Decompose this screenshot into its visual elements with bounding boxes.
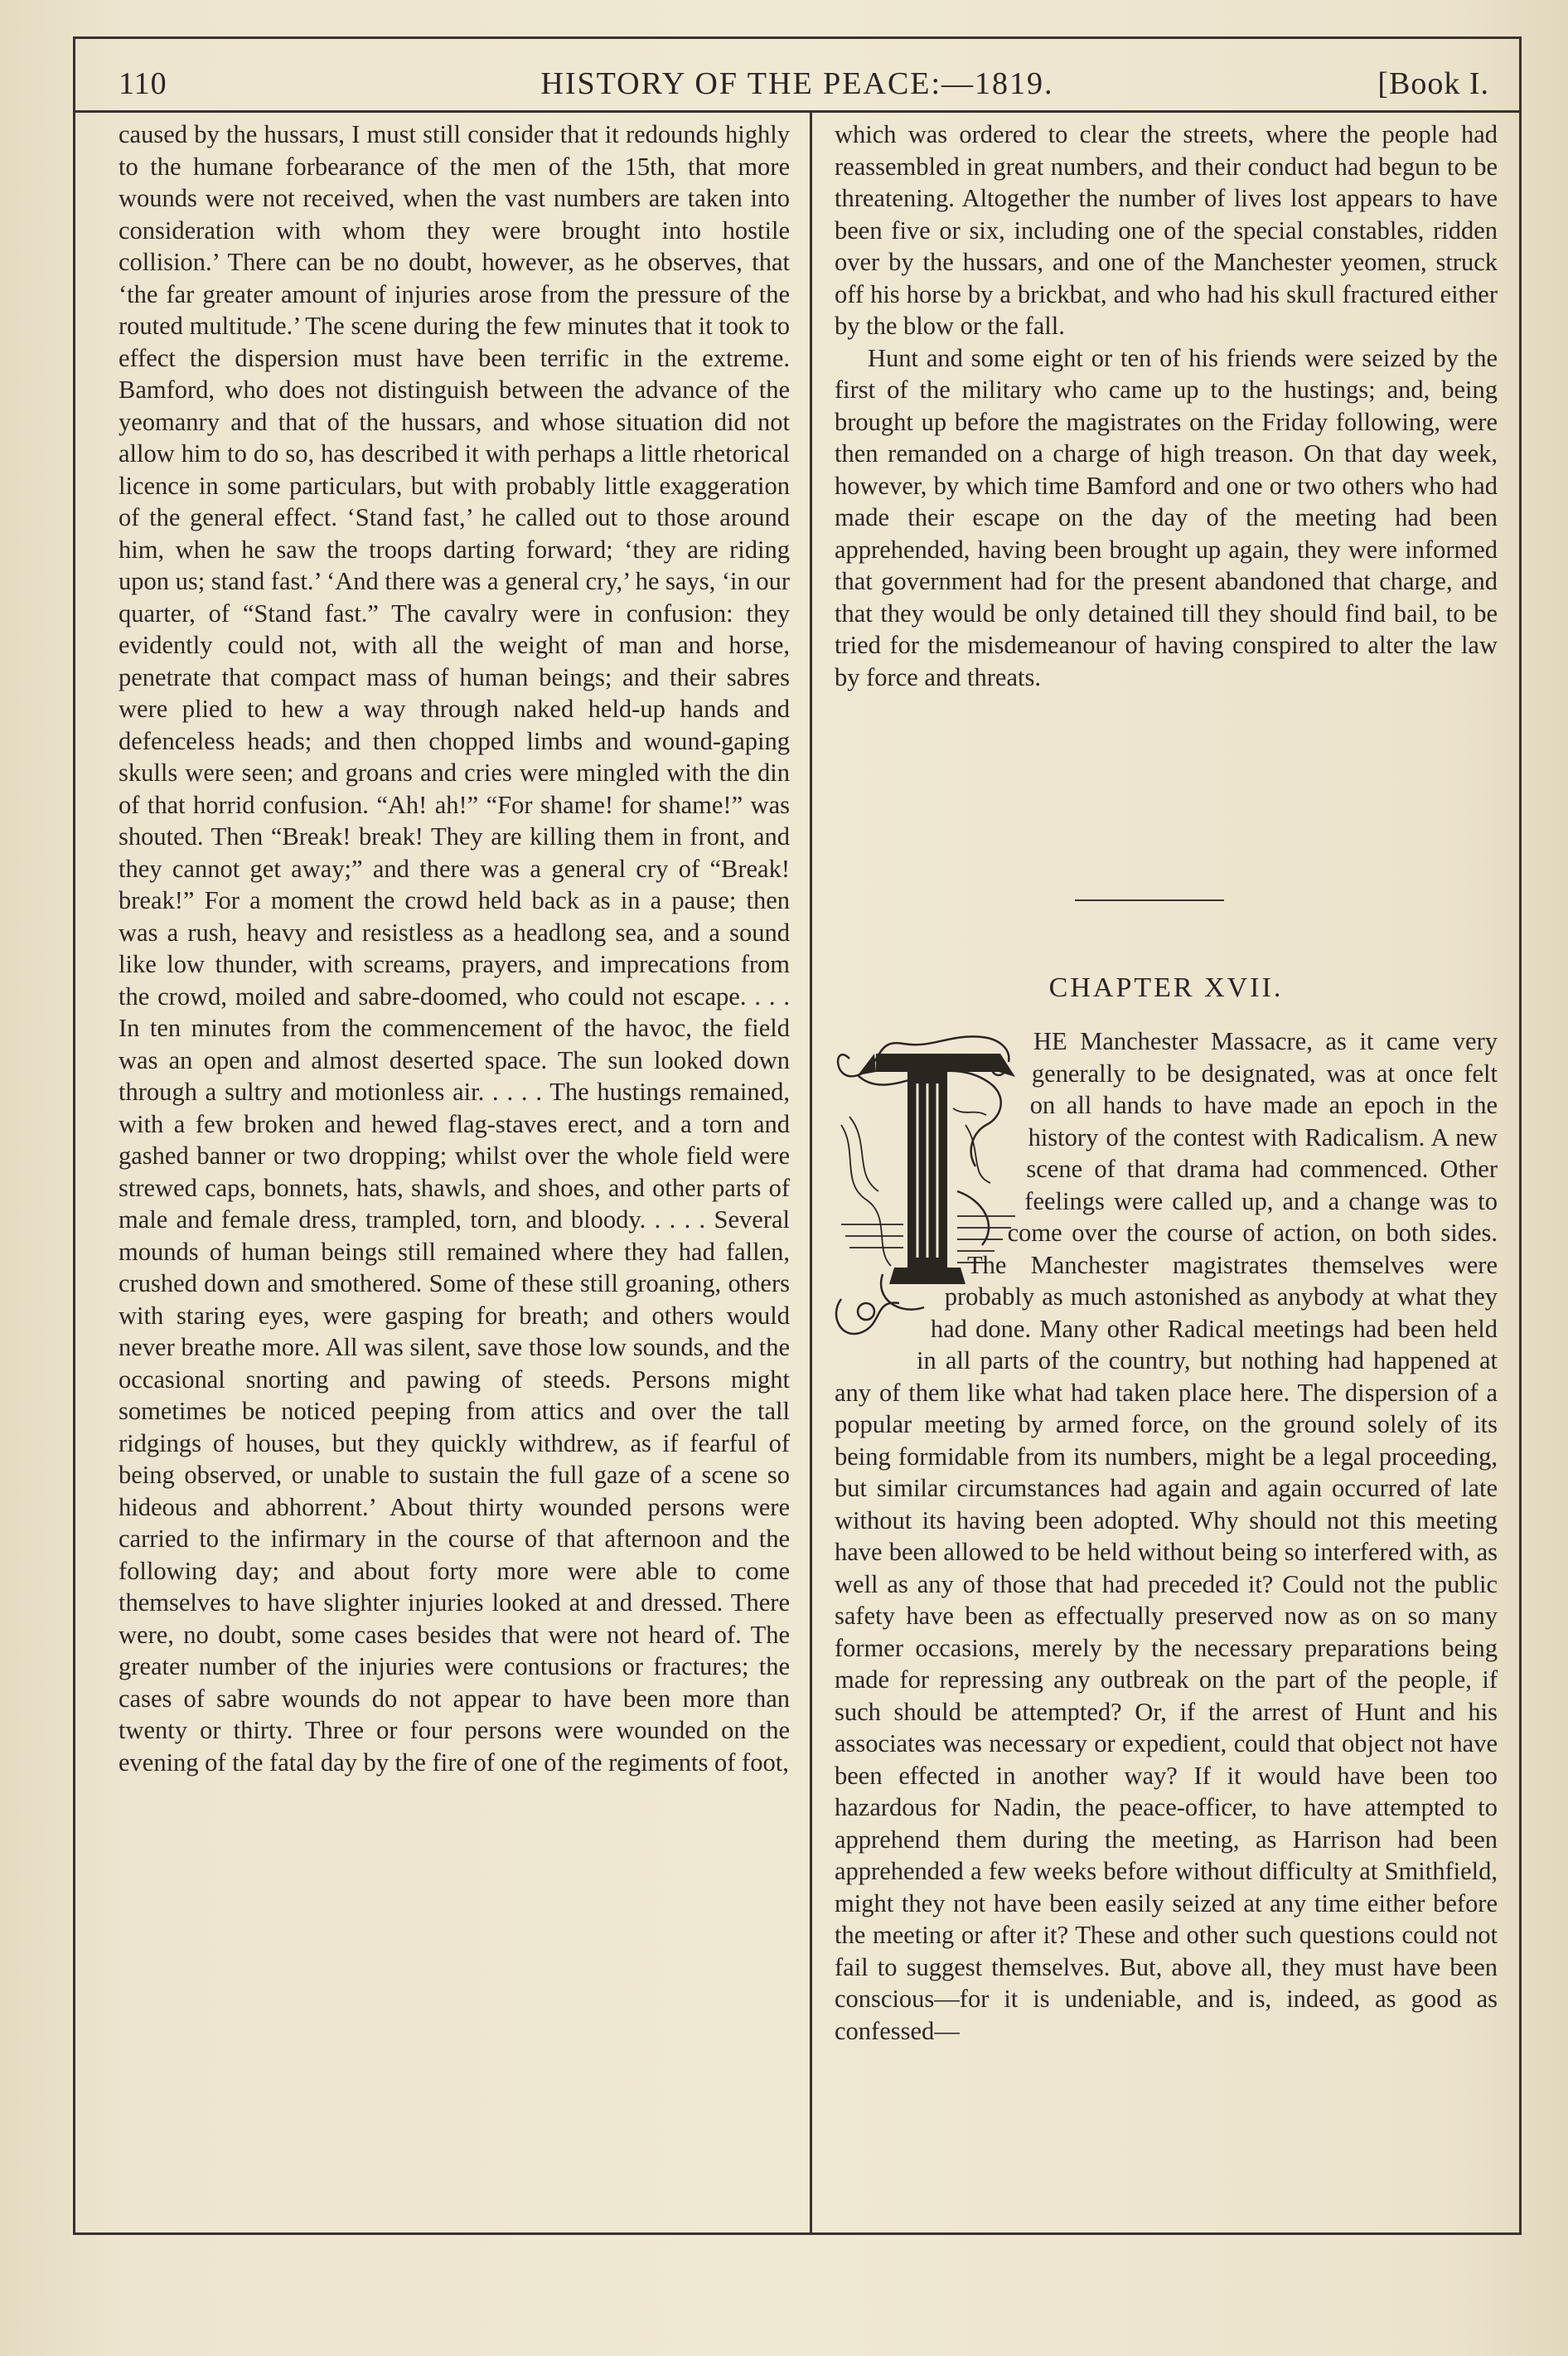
section-rule xyxy=(1075,899,1224,901)
paragraph: which was ordered to clear the streets, where the people had reassembled in great numbers, and their conduct had begun to be threatening. Altogether the number of lives lost appears to have been five or six, including one of the special constables, ridden over by the hussars, and one of the Manchester yeomen, struck off his horse by a brickbat, and who had his skull fractured either by the blow or the fall. xyxy=(835,120,1498,340)
header-rule xyxy=(75,110,1519,113)
page-frame xyxy=(73,36,1522,2235)
chapter-body xyxy=(835,1025,1498,2047)
paragraph: caused by the hussars, I must still consider that it redounds highly to the humane forbearance of the men of the 15th, that more wounds were not received, when the vast numbers are taken into consideration with whom they were brought into hostile collision.’ There can be no doubt, however, as he observes, that ‘the far greater amount of injuries arose from the pressure of the routed multitude.’ The scene during the few minutes that it took to effect the dispersion must have been terrific in the extreme. Bamford, who does not distinguish between the advance of the yeomanry and that of the hussars, and whose situation did not allow him to do so, has described it with perhaps a little rhetorical licence in some particulars, but with probably little exaggeration of the general effect. ‘Stand fast,’ he called out to those around him, when he saw the troops darting forward; ‘they are riding upon us; stand fast.’ ‘And there was a general cry,’ he says, ‘in our quarter, of “Stand fast.” The cavalry were in confusion: they evidently could not, with all the weight of man and horse, penetrate that compact mass of human beings; and their sabres were plied to hew a way through naked held-up hands and defenceless heads; and then chopped limbs and wound-gaping skulls were seen; and groans and cries were mingled with the din of that horrid confusion. “Ah! ah!” “For shame! for shame!” was shouted. Then “Break! break! They are killing them in front, and they cannot get away;” and there was a general cry of “Break! break!” For a moment the crowd held back as in a pause; then was a rush, heavy and resistless as a headlong sea, and a sound like low thunder, with screams, prayers, and imprecations from the crowd, moiled and sabre-doomed, who could not escape. . . . In ten minutes from the commencement of the havoc, the field was an open and almost deserted space. The sun looked down through a sultry and motionless air. . . . . The hustings remained, with a few broken and hewed flag-staves erect, and a torn and gashed banner or two dropping; whilst over the whole field were strewed caps, bonnets, hats, shawls, and shoes, and other parts of male and female dress, trampled, torn, and bloody. . . . . Several mounds of human beings still remained where they had fallen, crushed down and smothered. Some of these still groaning, others with staring eyes, were gasping for breath; and others would never breathe more. All was silent, save those low sounds, and the occasional snorting and pawing of steeds. Persons might sometimes be noticed peeping from attics and over the tall ridgings of houses, but they quickly withdrew, as if fearful of being observed, or unable to sustain the full gaze of a scene so hideous and abhorrent.’ About thirty wounded persons were carried to the infirmary in the course of that afternoon and the following day; and about forty more were able to come themselves to have slighter injuries looked at and dressed. There were, no doubt, some cases besides that were not heard of. The greater number of the injuries were contusions or fractures; the cases of sabre wounds do not appear to have been more than twenty or thirty. Three or four persons were wounded on the evening of the fatal day by the fire of one of the regiments of foot, xyxy=(119,120,790,1777)
page-number: 110 xyxy=(119,66,167,101)
chapter-title: CHAPTER XVII. xyxy=(1048,972,1284,1003)
paragraph: Hunt and some eight or ten of his friends were seized by the first of the military who came up to the hustings; and, being brought up before the magistrates on the Friday following, were then remanded on a charge of high treason. On that day week, however, by which time Bamford and one or two others who had made their escape on the day of the meeting had been apprehended, having been brought up again, they were informed that government had for the present abandoned that charge, and that they would be only detained till they should find bail, to be tried for the misdemeanour of having conspired to alter the law by force and threats. xyxy=(835,343,1498,691)
running-title: HISTORY OF THE PEACE:—1819. xyxy=(540,66,1054,101)
right-column xyxy=(835,119,1498,693)
running-header xyxy=(75,39,1519,112)
chapter-text: HE Manchester Massacre, as it came very generally to be designated, was at once felt on all hands to have made an epoch in the history of the contest with Radicalism. A new scene of that drama had commenced. Other feelings were called up, and a change was to come over the course of action, on both sides. The Manchester magistrates themselves were probably as much astonished as anybody at what they had done. Many other Radical meetings had been held in all parts of the country, but nothing had happened at any of them like what had taken place here. The dispersion of a popular meeting by armed force, on the ground solely of its being formidable from its numbers, might be a legal proceeding, but similar circumstances had again and again occurred of late without its having been adopted. Why should not this meeting have been allowed to be held without being so interfered with, as well as any of those that had preceded it? Could not the public safety have been as effectually preserved now as on so many former occasions, merely by the necessary preparations being made for repressing any outbreak on the part of the people, if such should be attempted? Or, if the arrest of Hunt and his associates was necessary or expedient, could that object not have been effected in another way? If it would have been too hazardous for Nadin, the peace-officer, to have attempted to apprehend them during the meeting, as Harrison had been apprehended a few weeks before without difficulty at Smithfield, might they not have been easily seized at any time either before the meeting or after it? These and other such questions could not fail to suggest themselves. But, above all, they must have been conscious—for it is undeniable, and is, indeed, as good as confessed— xyxy=(835,1027,1498,2045)
left-column xyxy=(119,119,790,1778)
column-divider xyxy=(810,112,812,2234)
book-label: [Book I. xyxy=(1377,66,1489,101)
